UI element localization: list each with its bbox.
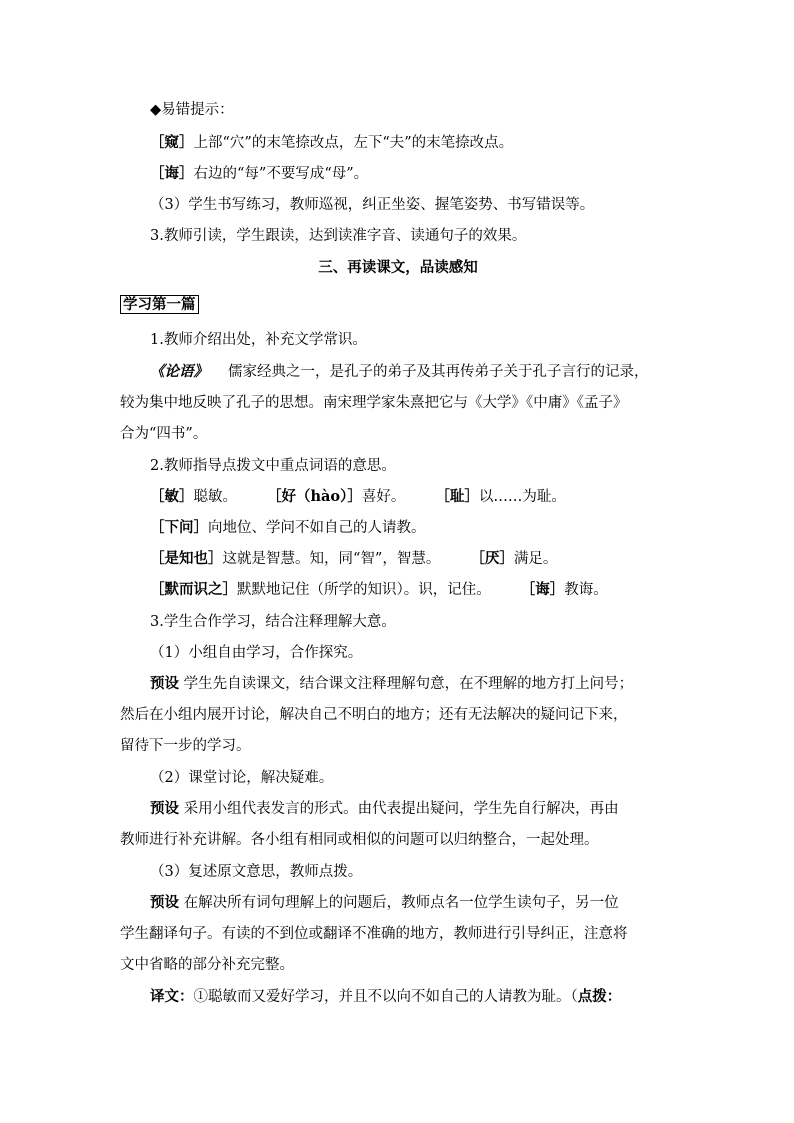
cooperate-sub-1: （1）小组自由学习，合作探究。 (150, 645, 363, 661)
cooperate-sub-3: （3）复述原文意思，教师点拨。 (150, 864, 363, 880)
vocab-hui-term: ［诲］ (520, 581, 565, 598)
lunyu-line-2: 较为集中地反映了孔子的思想。南宋理学家朱熹把它与《大学》《中庸》《孟子》 (120, 395, 628, 411)
preset-2-line-1 (150, 799, 619, 819)
vocab-hao-def: 喜好。 (361, 489, 406, 505)
vocab-chi-term: ［耻］ (435, 488, 479, 505)
preset-label: 预设 (150, 800, 179, 817)
lunyu-term: 《论语》 (150, 363, 208, 380)
preset-1-line-1 (150, 674, 633, 694)
vocab-row-3 (150, 549, 557, 569)
error-tip-hui (150, 164, 368, 184)
vocab-min-term: ［敏］ (150, 488, 194, 505)
vocab-xiawen-def: 向地位、学问不如自己的人请教。 (208, 520, 426, 536)
preset-1-line-2: 然后在小组内展开讨论，解决自己不明白的地方；还有无法解决的疑问记下来， (120, 707, 628, 723)
part-label-box (120, 295, 199, 315)
error-tip-title: ◆易错提示： (150, 102, 234, 118)
preset-label: 预设 (150, 675, 179, 692)
lunyu-text-1: 儒家经典之一，是孔子的弟子及其再传弟子关于孔子言行的记录， (228, 364, 649, 380)
intro-item-1: 1.教师介绍出处，补充文学常识。 (150, 332, 367, 348)
preset-1-line-3: 留待下一步的学习。 (120, 738, 251, 754)
vocab-yan-term: ［厌］ (470, 550, 514, 567)
preset-3-text-1: 在解决所有词句理解上的问题后，教师点名一位学生读句子，另一位 (183, 895, 619, 911)
vocab-moshi-term: ［默而识之］ (150, 581, 237, 598)
vocab-row-2 (150, 518, 426, 538)
preset-2-text-1: 采用小组代表发言的形式。由代表提出疑问，学生先自行解决，再由 (183, 801, 619, 817)
vocab-min-def: 聪敏。 (193, 489, 237, 505)
pointer-label: 点拨： (577, 988, 622, 1005)
translation-text: ①聪敏而又爱好学习，并且不以向不如自己的人请教为耻。（ (193, 989, 578, 1005)
term-kui: ［窥］ (150, 134, 194, 151)
vocab-moshi-def: 默默地记住（所学的知识）。识，记住。 (237, 582, 491, 598)
lunyu-line-1 (150, 362, 649, 382)
vocab-shizhi-def: 这就是智慧。知，同“智”，智慧。 (222, 551, 441, 567)
vocab-hui-def: 教诲。 (564, 582, 608, 598)
vocab-xiawen-term: ［下问］ (150, 519, 208, 536)
writing-practice-step: （3）学生书写练习，教师巡视，纠正坐姿、握笔姿势、书写错误等。 (150, 197, 595, 213)
vocab-row-1 (150, 487, 566, 507)
vocab-shizhi-term: ［是知也］ (150, 550, 223, 567)
preset-1-text-1: 学生先自读课文，结合课文注释理解句意，在不理解的地方打上问号； (183, 676, 634, 692)
cooperate-item-3: 3.学生合作学习，结合注释理解大意。 (150, 614, 396, 630)
intro-item-2: 2.教师指导点拨文中重点词语的意思。 (150, 458, 396, 474)
vocab-chi-def: 以……为耻。 (478, 489, 566, 505)
preset-3-line-1 (150, 893, 619, 913)
vocab-row-4 (150, 580, 608, 600)
error-tip-kui (150, 133, 513, 153)
lunyu-line-3: 合为“四书”。 (120, 426, 208, 442)
preset-3-line-2: 学生翻译句子。有读的不到位或翻译不准确的地方，教师进行引导纠正，注意将 (120, 926, 628, 942)
vocab-hao-term: ［好（hào）］ (267, 488, 362, 505)
preset-3-line-3: 文中省略的部分补充完整。 (120, 957, 294, 973)
preset-label: 预设 (150, 894, 179, 911)
tip-hui-text: 右边的“每”不要写成“母”。 (193, 166, 369, 182)
reading-step: 3.教师引读，学生跟读，达到读准字音、读通句子的效果。 (150, 228, 527, 244)
cooperate-sub-2: （2）课堂讨论，解决疑难。 (150, 770, 334, 786)
part-label: 学习第一篇 (120, 295, 199, 314)
term-hui: ［诲］ (150, 165, 194, 182)
section-heading: 三、再读课文，品读感知 (318, 259, 478, 276)
vocab-yan-def: 满足。 (513, 551, 558, 567)
translation-label: 译文： (150, 988, 194, 1005)
preset-2-line-2: 教师进行补充讲解。各小组有相同或相似的问题可以归纳整合，一起处理。 (120, 832, 599, 848)
tip-kui-text: 上部“穴”的末笔捺改点，左下“夫”的末笔捺改点。 (193, 135, 514, 151)
translation-line (150, 987, 621, 1007)
